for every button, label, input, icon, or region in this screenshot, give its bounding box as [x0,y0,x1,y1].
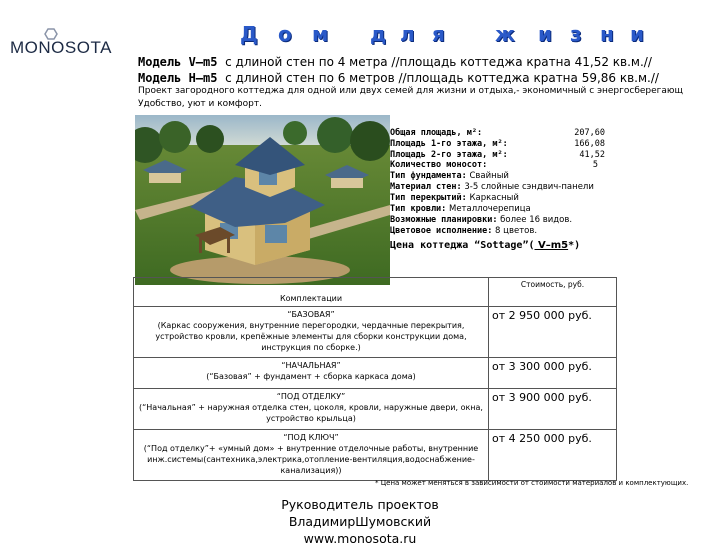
prop-value: Металлочерепица [446,204,531,214]
package-cell [134,358,489,389]
title-letter: и [538,22,554,46]
prop-roof [390,204,531,214]
project-description: Проект загородного коттеджа для одной или двух семей для жизни и отдыха,- экономичный с энергосберегающ [138,86,683,96]
package-desc: (Каркас сооружения, внутренние перегородки, чердачные перекрытия, устройство кровли, крепёжные элементы для сборки конструкции дома, инструкция по сборке.) [155,321,467,352]
logo-text: MONOSOTA [10,38,112,57]
title-letter: о [278,22,293,46]
page-title [240,22,710,48]
spec-value: 41,52 [579,150,605,160]
model-line-h [138,71,659,85]
spec-label: Площадь 1-го этажа, м²: [390,139,508,149]
model-text: с длиной стен по 4 метра //площадь коттеджа кратна 41,52 кв.м.// [225,55,652,69]
package-price: от 2 950 000 руб. [489,307,617,358]
price-note: * Цена может меняться в зависимости от стоимости материалов и комплектующих. [375,479,689,487]
prop-value: 8 цветов. [492,226,538,236]
prop-layouts [390,215,572,225]
prop-label: Материал стен: [390,182,462,192]
title-letter: н [600,22,615,46]
prop-value: более 16 видов. [497,215,573,225]
title-letter: л [400,22,416,46]
price-heading-model: V–m5 [534,240,569,251]
spec-value: 166,08 [574,139,605,149]
prop-label: Тип фундамента: [390,171,467,181]
spec-label: Количество моносот: [390,160,488,170]
prop-label: Тип перекрытий: [390,193,467,203]
table-row [134,430,617,481]
model-code: Модель H–m5 [138,71,218,85]
package-price: от 4 250 000 руб. [489,430,617,481]
prop-label: Возможные планировки: [390,215,498,225]
package-price: от 3 900 000 руб. [489,389,617,430]
title-letter: я [432,22,446,46]
table-header-price: Стоимость, руб. [489,278,617,307]
model-code: Модель V–m5 [138,55,218,69]
package-desc: (“Базовая” + фундамент + сборка каркаса дома) [206,372,416,381]
package-cell [134,430,489,481]
spec-label: Площадь 2-го этажа, м²: [390,150,508,160]
table-header-package: Комплектации [134,278,489,307]
spec-label: Общая площадь, м²: [390,128,483,138]
title-letter: ж [495,22,516,46]
model-text: с длиной стен по 6 метров //площадь коттеджа кратна 59,86 кв.м.// [225,71,659,85]
price-table [133,277,617,481]
footer-website: www.monosota.ru [303,531,417,546]
prop-foundation [390,171,509,181]
title-letter: з [570,22,583,46]
prop-value: Каркасный [466,193,519,203]
house-render-image [135,115,390,285]
package-desc: (“Начальная” + наружная отделка стен, цоколя, кровли, наружные двери, окна, устройство крыльца) [139,403,483,423]
package-desc: (“Под отделку”+ «умный дом» + внутренние отделочные работы, внутренние инж.системы(сантехника,электрика,отопление-вентиляция,водоснабжение-канализация)) [143,444,479,475]
logo [10,28,125,58]
prop-walls [390,182,594,192]
table-row [134,389,617,430]
price-heading-text: Цена коттеджа “Sottage”( [390,240,535,251]
prop-label: Цветовое исполнение: [390,226,493,236]
package-cell [134,307,489,358]
title-letter: м [312,22,330,46]
prop-value: 3-5 слойные сэндвич-панели [461,182,594,192]
prop-colors [390,226,537,236]
spec-value: 5 [592,160,598,170]
package-cell [134,389,489,430]
table-row [134,307,617,358]
price-heading [390,240,580,251]
table-header-row [134,278,617,307]
spec-value: 207,60 [574,128,605,138]
package-name: “ПОД ОТДЕЛКУ” [276,392,346,401]
title-letter: и [630,22,646,46]
table-row [134,358,617,389]
package-name: “ПОД КЛЮЧ” [283,433,339,442]
prop-label: Тип кровли: [390,204,447,214]
model-line-v [138,55,652,69]
title-letter: Д [240,22,259,46]
footer-role: Руководитель проектов [281,497,439,512]
footer-name: ВладимирШумовский [288,514,432,529]
package-name: “НАЧАЛЬНАЯ” [281,361,341,370]
package-name: “БАЗОВАЯ” [287,310,335,319]
project-description-2: Удобство, уют и комфорт. [138,99,262,109]
title-letter: д [370,22,388,46]
prop-floors [390,193,519,203]
price-heading-suffix: *) [568,240,581,251]
package-price: от 3 300 000 руб. [489,358,617,389]
prop-value: Свайный [466,171,509,181]
